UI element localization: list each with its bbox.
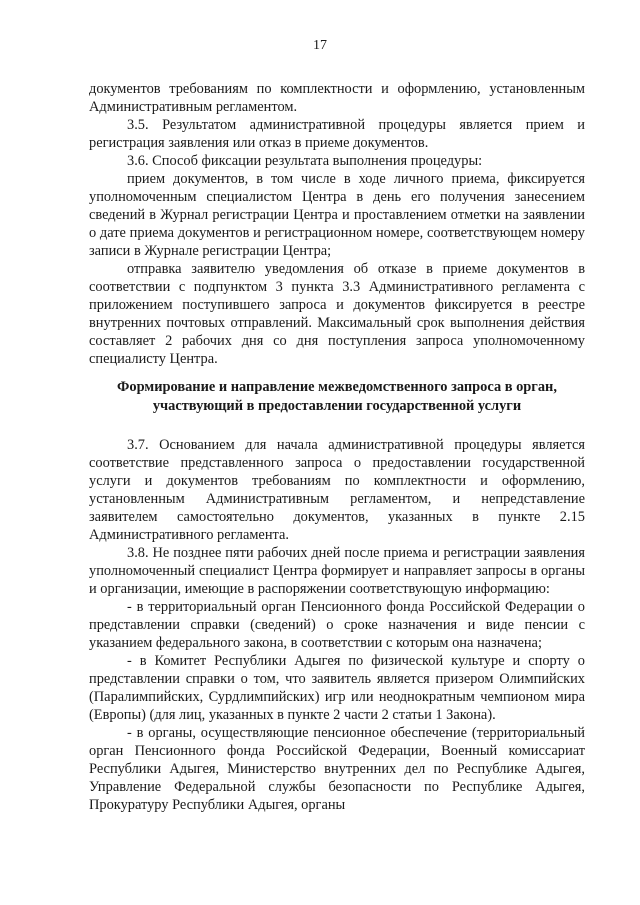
paragraph: 3.7. Основанием для начала административной процедуры является соответствие представленного запроса о предоставлении государственной услуги и документов требованиям по комплектности и оформлению, установленным Административным регламентом, и непредставление заявителем самостоятельно документов, указанных в пункте 2.15 Административного регламента. [89, 437, 585, 543]
page-number: 17 [313, 38, 327, 53]
text-block-interagency-request [89, 436, 585, 814]
paragraph: документов требованиям по комплектности и оформлению, установленным Административным регламентом. [89, 81, 585, 115]
paragraph: 3.8. Не позднее пяти рабочих дней после приема и регистрации заявления уполномоченный специалист Центра формирует и направляет запросы в органы и организации, имеющие в распоряжении соответствующую информацию: [89, 545, 585, 597]
paragraph: - в Комитет Республики Адыгея по физической культуре и спорту о представлении справки о том, что заявитель является призером Олимпийских (Паралимпийских, Сурдлимпийских) игр или неоднократным чемпионом мира (Европы) (для лиц, указанных в пункте 2 части 2 статьи 1 Закона). [89, 653, 585, 723]
paragraph: прием документов, в том числе в ходе личного приема, фиксируется уполномоченным специалистом Центра в день его получения занесением сведений в Журнал регистрации Центра и проставлением отметки на заявлении о дате приема документов и регистрационном номере, соответствующем номеру записи в Журнале регистрации Центра; [89, 171, 585, 259]
text-block-procedure-result [89, 80, 585, 368]
paragraph: 3.5. Результатом административной процедуры является прием и регистрация заявления или отказ в приеме документов. [89, 117, 585, 151]
paragraph: - в территориальный орган Пенсионного фонда Российской Федерации о представлении справки (сведений) о сроке назначения и виде пенсии с указанием федерального закона, в соответствии с которым она назначена; [89, 599, 585, 651]
section-heading: Формирование и направление межведомственного запроса в орган, участвующий в предоставлении государственной услуги [117, 379, 557, 414]
paragraph: 3.6. Способ фиксации результата выполнения процедуры: [127, 153, 483, 169]
paragraph: - в органы, осуществляющие пенсионное обеспечение (территориальный орган Пенсионного фонда Российской Федерации, Военный комиссариат Республики Адыгея, Министерство внутренних дел по Республике Адыгея, Управление Федеральной службы безопасности по Республике Адыгея, Прокуратуру Республики Адыгея, органы [89, 725, 585, 813]
paragraph: отправка заявителю уведомления об отказе в приеме документов в соответствии с подпунктом 3 пункта 3.3 Административного регламента с приложением поступившего запроса и документов фиксируется в реестре внутренних почтовых отправлений. Максимальный срок выполнения действия составляет 2 рабочих дня со дня поступления запроса уполномоченному специалисту Центра. [89, 261, 585, 367]
